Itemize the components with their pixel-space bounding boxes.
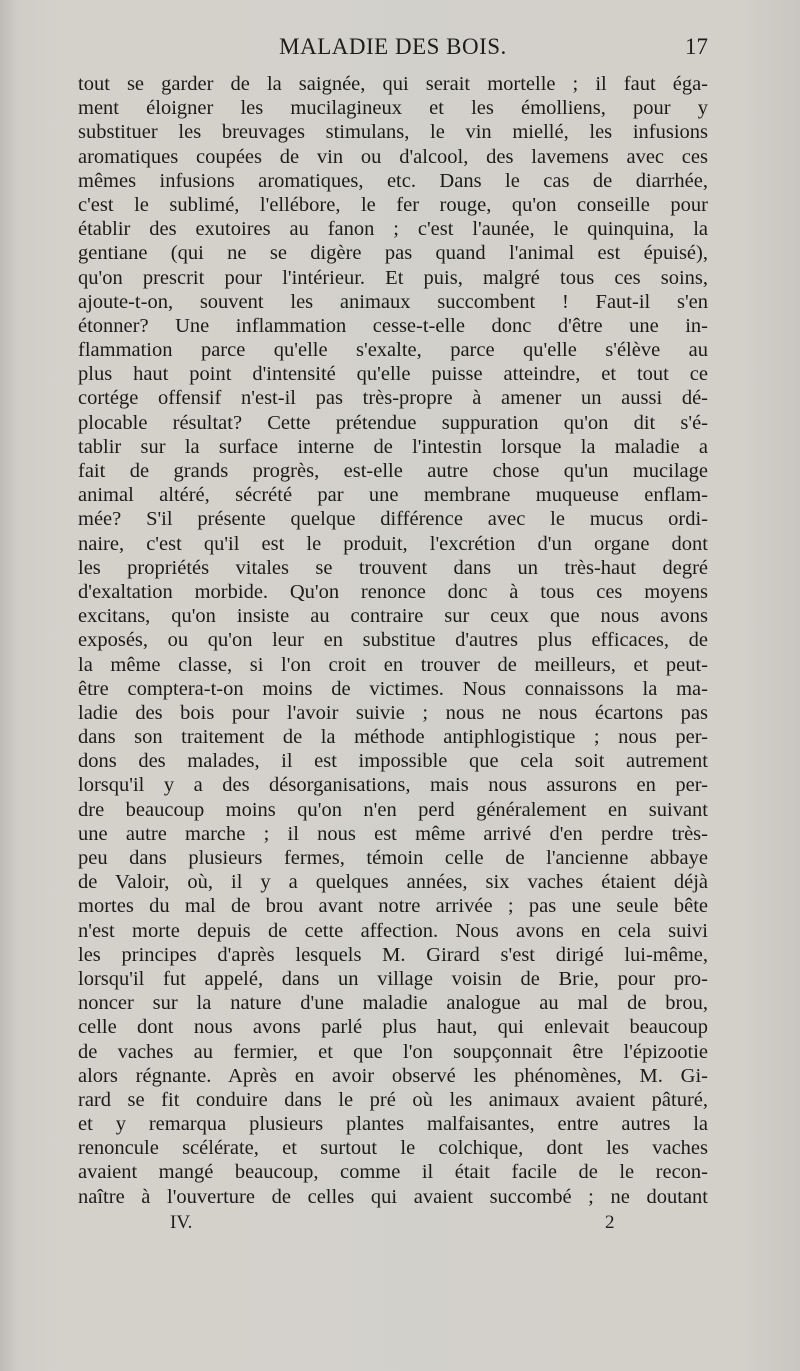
text-line: excitans, qu'on insiste au contraire sur ceux que nous avons [78, 605, 708, 628]
text-line: peu dans plusieurs fermes, témoin celle de l'ancienne abbaye [78, 847, 708, 869]
text-line: alors régnante. Après en avoir observé les phénomènes, M. Gi- [78, 1064, 708, 1087]
text-line: de Valoir, où, il y a quelques années, six vaches étaient déjà [78, 871, 708, 894]
text-line: ladie des bois pour l'avoir suivie ; nous ne nous écartons pas [78, 701, 708, 724]
text-line: naître à l'ouverture de celles qui avaient succombé ; ne doutant [78, 1185, 708, 1208]
text-line: et y remarqua plusieurs plantes malfaisantes, entre autres la [78, 1113, 708, 1136]
text-line: ajoute-t-on, souvent les animaux succombent ! Faut-il s'en [78, 290, 708, 313]
text-line: lorsqu'il y a des désorganisations, mais nous assurons en per- [78, 774, 708, 797]
text-line: noncer sur la nature d'une maladie analogue au mal de brou, [78, 992, 708, 1015]
text-line: gentiane (qui ne se digère pas quand l'animal est épuisé), [78, 242, 708, 265]
text-line: la même classe, si l'on croit en trouver de meilleurs, et peut- [78, 653, 708, 676]
text-line: les propriétés vitales se trouvent dans un très-haut degré [78, 556, 708, 579]
text-line: mortes du mal de brou avant notre arrivée ; pas une seule bête [78, 895, 708, 918]
page-footer [78, 1212, 708, 1240]
text-line: tout se garder de la saignée, qui serait mortelle ; il faut éga- [78, 73, 708, 95]
text-line: ment éloigner les mucilagineux et les émolliens, pour y [78, 97, 708, 120]
text-line: rard se fit conduire dans le pré où les animaux avaient pâturé, [78, 1088, 708, 1111]
text-line: les principes d'après lesquels M. Girard s'est dirigé lui-même, [78, 943, 708, 966]
text-line: c'est le sublimé, l'ellébore, le fer rouge, qu'on conseille pour [78, 193, 708, 216]
text-line: dons des malades, il est impossible que cela soit autrement [78, 750, 708, 773]
text-line: lorsqu'il fut appelé, dans un village voisin de Brie, pour pro- [78, 967, 708, 990]
signature-mark: 2 [605, 1212, 615, 1233]
text-line: dans son traitement de la méthode antiphlogistique ; nous per- [78, 726, 708, 749]
text-line: de vaches au fermier, et que l'on soupçonnait être l'épizootie [78, 1040, 708, 1063]
text-line: être comptera-t-on moins de victimes. Nous connaissons la ma- [78, 677, 708, 700]
text-line: dre beaucoup moins qu'on n'en perd généralement en suivant [78, 798, 708, 821]
text-line: plocable résultat? Cette prétendue suppuration qu'on dit s'é- [78, 411, 708, 434]
running-head [78, 34, 708, 68]
body-text [78, 72, 708, 1209]
text-line: cortége offensif n'est-il pas très-propre à amener un aussi dé- [78, 387, 708, 410]
text-line: une autre marche ; il nous est même arrivé d'en perdre très- [78, 822, 708, 845]
text-line: celle dont nous avons parlé plus haut, qui enlevait beaucoup [78, 1016, 708, 1039]
text-line: établir des exutoires au fanon ; c'est l'aunée, le quinquina, la [78, 218, 708, 241]
text-line: exposés, ou qu'on leur en substitue d'autres plus efficaces, de [78, 629, 708, 652]
volume-mark: IV. [170, 1212, 193, 1233]
text-line: mêmes infusions aromatiques, etc. Dans le cas de diarrhée, [78, 169, 708, 192]
text-line: étonner? Une inflammation cesse-t-elle donc d'être une in- [78, 314, 708, 337]
text-line: naire, c'est qu'il est le produit, l'excrétion d'un organe dont [78, 532, 708, 555]
text-line: substituer les breuvages stimulans, le vin miellé, les infusions [78, 121, 708, 144]
text-line: tablir sur la surface interne de l'intestin lorsque la maladie a [78, 435, 708, 458]
running-title: MALADIE DES BOIS. [279, 34, 507, 59]
text-line: qu'on prescrit pour l'intérieur. Et puis, malgré tous ces soins, [78, 266, 708, 289]
text-line: avaient mangé beaucoup, comme il était facile de le recon- [78, 1161, 708, 1184]
text-line: fait de grands progrès, est-elle autre chose qu'un mucilage [78, 460, 708, 482]
text-line: n'est morte depuis de cette affection. Nous avons en cela suivi [78, 919, 708, 942]
text-line: flammation parce qu'elle s'exalte, parce qu'elle s'élève au [78, 339, 708, 362]
text-line: mée? S'il présente quelque différence avec le mucus ordi- [78, 508, 708, 531]
text-line: plus haut point d'intensité qu'elle puisse atteindre, et tout ce [78, 363, 708, 386]
page-number: 17 [685, 34, 708, 59]
text-line: animal altéré, sécrété par une membrane muqueuse enflam- [78, 484, 708, 507]
text-line: d'exaltation morbide. Qu'on renonce donc à tous ces moyens [78, 580, 708, 603]
text-line: aromatiques coupées de vin ou d'alcool, des lavemens avec ces [78, 145, 708, 168]
text-line: renoncule scélérate, et surtout le colchique, dont les vaches [78, 1137, 708, 1160]
